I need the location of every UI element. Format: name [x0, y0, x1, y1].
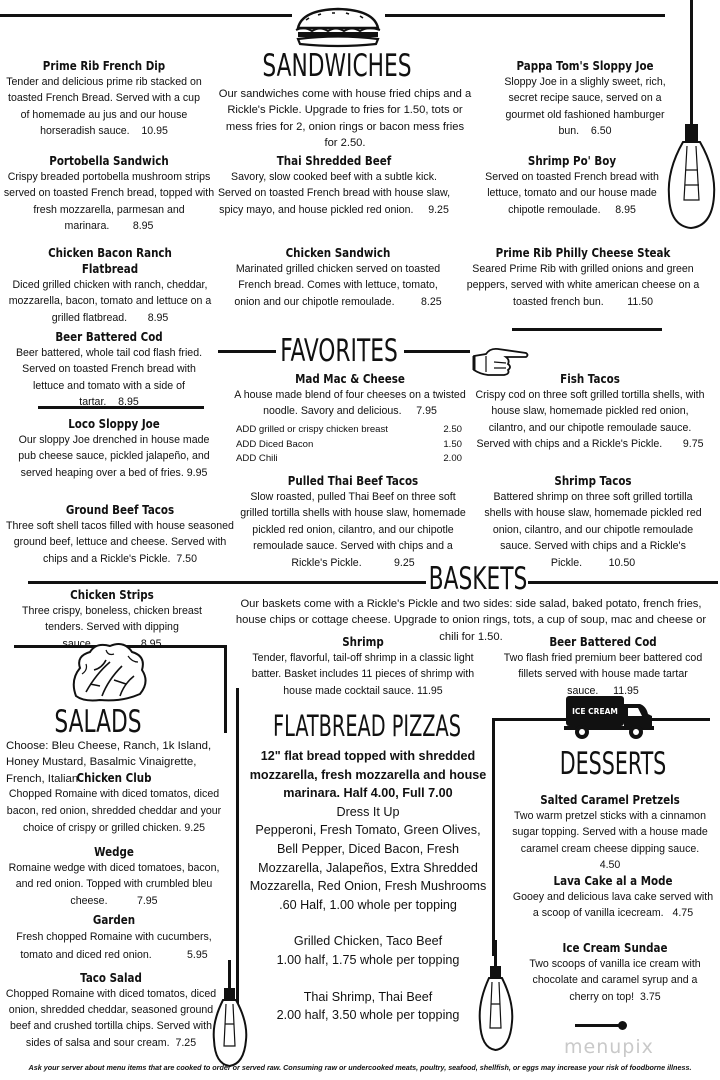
topping-price: .60 Half, 1.00 whole per topping: [279, 897, 457, 912]
addon-row: ADD grilled or crispy chicken breast 2.50: [236, 424, 462, 435]
item-price: 10.50: [608, 556, 636, 569]
menu-item: [492, 634, 714, 699]
favorites-left-rule: [218, 350, 276, 353]
item-name: Shrimp Tacos: [554, 474, 632, 488]
item-price: 11.95: [613, 684, 639, 697]
item-price: 9.25: [184, 822, 205, 834]
menu-item: [492, 58, 678, 140]
item-desc: Two flash fried premium beer battered cod fillets served with house made tartar sauce.: [503, 652, 703, 697]
item-name: Taco Salad: [80, 971, 142, 985]
item-desc: Tender and delicious prime rib stacked on toasted French Bread. Served with a cup of homemade au jus and our house horseradish sauce.: [6, 76, 202, 138]
menu-item: [2, 502, 238, 567]
item-desc: Chopped Romaine with diced tomatos, diced onion, shredded cheddar, seasoned ground beef and crushed tortilla chips. Served with sides of salsa and sour cream.: [5, 988, 217, 1049]
menu-item: [232, 371, 468, 420]
item-desc: Gooey and delicious lava cake served with a scoop of vanilla icecream.: [512, 891, 714, 920]
item-desc: Marinated grilled chicken served on toasted French bread. Comes with lettuce, tomato, onion and our chipotle remoulade.: [234, 263, 441, 308]
item-price: 6.50: [590, 125, 612, 138]
item-desc: Slow roasted, pulled Thai Beef on three soft grilled tortilla shells with house slaw, homemade pickled red onion, cilantro, and our chipotle remoulade sauce. Served with chips and a Rickle's Pickle.: [240, 491, 466, 569]
item-name: Ice Cream Sundae: [562, 941, 668, 955]
item-price: 3.75: [640, 990, 661, 1003]
item-name: Thai Shredded Beef: [276, 154, 392, 168]
baskets-left-rule: [28, 581, 426, 584]
favorites-heading: FAVORITES: [280, 333, 398, 369]
premium-topping: Grilled Chicken, Taco Beef: [293, 934, 443, 949]
item-name: Ground Beef Tacos: [65, 503, 175, 517]
item-price: 10.95: [141, 125, 168, 138]
item-desc: Chopped Romaine with diced tomatos, diced bacon, red onion, shredded cheddar and your choice of crispy or grilled chicken.: [6, 788, 222, 834]
truck-label: ICE CREAM: [572, 707, 618, 716]
item-name: Beer Battered Cod: [549, 635, 657, 649]
menu-item: [466, 245, 700, 310]
salads-heading: SALADS: [54, 704, 142, 740]
item-price: 7.95: [136, 894, 158, 907]
item-desc: Sloppy Joe in a slighly sweet, rich, secret recipe sauce, served on a gourmet old fashioned hamburger bun.: [504, 76, 666, 138]
watermark: menupix: [564, 1036, 654, 1058]
item-desc: Beer battered, whole tail cod flash fried. Served on toasted French bread with lettuce and tomato with a side of tartar.: [15, 347, 203, 409]
item-price: 11.50: [627, 295, 653, 308]
menu-item: [6, 844, 222, 909]
top-right-rule: [385, 14, 665, 17]
menu-item: [10, 416, 218, 481]
menu-item: [238, 473, 468, 571]
baskets-intro: Our baskets come with a Rickle's Pickle and two sides: side salad, baked potato, french fries, house chips or cottage cheese. Upgrade to onion rings, tots, a cup of soup, mac and cheese or chili for 1.50.: [235, 598, 707, 643]
item-desc: Romaine wedge with diced tomatoes, bacon, and red onion. Topped with crumbled bleu cheese.: [8, 862, 220, 907]
item-name: Beer Battered Cod: [55, 330, 163, 344]
item-name: Chicken Club: [76, 771, 152, 785]
menu-item: [4, 245, 216, 326]
menu-item: [510, 792, 710, 874]
item-price: 9.25: [394, 556, 415, 569]
item-name: Prime Rib Philly Cheese Steak: [495, 246, 671, 260]
addon-list: [236, 423, 462, 467]
topping-list: Pepperoni, Fresh Tomato, Green Olives, Bell Pepper, Diced Bacon, Fresh Mozzarella, Jalapeños, Extra Shredded Mozzarella, Red Onion, Fresh Mushrooms: [249, 823, 487, 894]
item-desc: Served on toasted French bread with lettuce, tomato and our house made chipotle remoulade.: [485, 171, 659, 216]
item-name: Prime Rib French Dip: [42, 59, 166, 73]
item-desc: Tender, flavorful, tail-off shrimp in a classic light batter. Basket includes 11 pieces of shrimp with house made cocktail sauce.: [251, 652, 475, 697]
item-desc: Our sloppy Joe drenched in house made pub cheese sauce, pickled jalapeño, and served heaping over a bed of fries.: [18, 434, 210, 479]
menu-item: [224, 245, 452, 310]
menu-item: [6, 912, 222, 964]
salads-vertical-rule: [224, 645, 227, 733]
item-price: 7.95: [416, 405, 437, 418]
item-price: 11.95: [416, 684, 443, 697]
item-name: Wedge: [94, 845, 134, 859]
menu-item: [520, 940, 710, 1005]
menu-item: [484, 473, 702, 571]
item-price: 8.95: [140, 637, 162, 650]
item-price: 7.25: [175, 1036, 197, 1049]
item-name: Portobella Sandwich: [49, 154, 169, 168]
item-name: Pappa Tom's Sloppy Joe: [516, 59, 654, 73]
item-desc: A house made blend of four cheeses on a twisted noodle. Savory and delicious.: [234, 389, 466, 418]
item-desc: Three crispy, boneless, chicken breast tenders. Served with dipping sauce.: [22, 605, 202, 650]
right-col-divider: [512, 328, 662, 331]
item-price: 8.95: [147, 311, 169, 324]
item-name: Lava Cake al a Mode: [553, 874, 673, 888]
menu-item: [510, 873, 716, 922]
allergy-disclaimer: Ask your server about menu items that are cooked to order or served raw. Consuming raw or undercooked meats, poultry, seafood, shellfish, or eggs may increase your risk of foodborne illness.: [28, 1063, 692, 1072]
favorites-right-rule: [404, 350, 470, 353]
item-name: Loco Sloppy Joe: [68, 417, 160, 431]
item-price: 4.75: [672, 907, 694, 920]
item-desc: Diced grilled chicken with ranch, cheddar, mozzarella, bacon, tomato and lettuce on a grilled flatbread.: [8, 279, 212, 324]
item-price: 5.95: [187, 949, 208, 961]
item-name: Salted Caramel Pretzels: [540, 793, 680, 807]
item-desc: Two warm pretzel sticks with a cinnamon sugar topping. Served with a house made caramel cream cheese dipping sauce.: [512, 810, 708, 855]
menu-item: [238, 634, 488, 699]
premium-topping-price: 2.00 half, 3.50 whole per topping: [276, 1008, 460, 1023]
menu-item: [2, 587, 222, 652]
menu-item: [2, 153, 216, 235]
item-price: 8.95: [132, 220, 154, 233]
sandwich-icon: [292, 4, 384, 48]
baskets-right-rule: [528, 581, 718, 584]
item-desc: Two scoops of vanilla ice cream with chocolate and caramel syrup and a cherry on top!: [529, 958, 701, 1003]
menu-item: [484, 153, 660, 218]
item-name: Chicken Strips: [70, 588, 154, 602]
item-desc: Crispy cod on three soft grilled tortilla shells, with house slaw, homemade pickled red onion, cilantro, and our chipotle remoulade sauce. Served with chips and a Rickle's Pickle.: [475, 389, 705, 451]
top-left-rule: [0, 14, 292, 17]
item-name: Shrimp: [342, 635, 384, 649]
item-name: Mad Mac & Cheese: [295, 372, 405, 386]
item-price: 8.95: [615, 203, 636, 216]
desserts-vertical-rule: [492, 718, 495, 956]
item-name: Chicken Bacon Ranch Flatbread: [48, 246, 172, 276]
item-name: Garden: [92, 913, 136, 927]
item-price: 8.25: [421, 295, 442, 308]
item-price: 8.95: [118, 396, 139, 409]
menu-item: [472, 371, 708, 453]
flatbread-heading: FLATBREAD PIZZAS: [273, 709, 461, 743]
dessert-bottom-rule: [575, 1024, 620, 1027]
item-price: 9.95: [186, 466, 208, 479]
menu-item: [6, 329, 212, 411]
flatbread-details: [246, 747, 490, 1025]
item-desc: Battered shrimp on three soft grilled tortilla shells with house slaw, homemade pickled red onion, cilantro, and our chipotle remoulade sauce. Served with chips and a Rickle's Pickle.: [484, 491, 702, 569]
menu-item: [4, 770, 224, 837]
dress-it-up-title: Dress It Up: [336, 804, 400, 819]
baskets-heading: BASKETS: [428, 561, 528, 597]
menu-item: [4, 58, 204, 140]
addon-row: ADD Chili 2.00: [236, 453, 462, 464]
addon-row: ADD Diced Bacon 1.50: [236, 438, 462, 450]
item-desc: Crispy breaded portobella mushroom strips served on toasted French bread, topped with fresh mozzarella, parmesan and marinara.: [3, 171, 215, 233]
item-desc: Three soft shell tacos filled with house seasoned ground beef, lettuce and cheese. Served with chips and a Rickle's Pickle.: [6, 520, 234, 565]
flatbread-base-line: 12" flat bread topped with shredded: [260, 749, 476, 763]
sandwiches-intro: Our sandwiches come with house fried chips and a Rickle's Pickle. Upgrade to fries for 1.50, tots or mess fries for 2, onion rings or bacon mess fries for 2.50.: [218, 88, 472, 150]
item-desc: Seared Prime Rib with grilled onions and green peppers, served with white american cheese on a toasted french bun.: [466, 263, 700, 308]
item-price: 9.75: [682, 438, 704, 451]
premium-topping: Thai Shrimp, Thai Beef: [303, 989, 433, 1004]
flatbread-base-line: marinara. Half 4.00, Full 7.00: [283, 786, 453, 801]
item-name: Chicken Sandwich: [285, 246, 391, 260]
item-desc: Savory, slow cooked beef with a subtle kick. Served on toasted French bread with house slaw, spicy mayo, and house pickled red onion.: [217, 171, 451, 216]
item-name: Shrimp Po' Boy: [527, 154, 617, 168]
item-name: Pulled Thai Beef Tacos: [287, 474, 419, 488]
item-price: 7.50: [176, 552, 197, 565]
salad-dressings: Choose: Bleu Cheese, Ranch, 1k Island, Honey Mustard, Basalmic Vinaigrette, French, Italian: [6, 740, 212, 785]
premium-topping-price: 1.00 half, 1.75 whole per topping: [276, 952, 460, 967]
flatbread-base-line: mozzarella, fresh mozzarella and house: [249, 767, 487, 782]
item-desc: Fresh chopped Romaine with cucumbers, tomato and diced red onion.: [16, 931, 212, 961]
item-price: 4.50: [599, 859, 621, 872]
menu-item: [4, 970, 218, 1051]
sandwiches-heading: SANDWICHES: [262, 48, 412, 84]
item-price: 9.25: [428, 203, 449, 216]
desserts-heading: DESSERTS: [559, 746, 667, 782]
menu-item: [216, 153, 452, 218]
item-name: Fish Tacos: [560, 372, 620, 386]
